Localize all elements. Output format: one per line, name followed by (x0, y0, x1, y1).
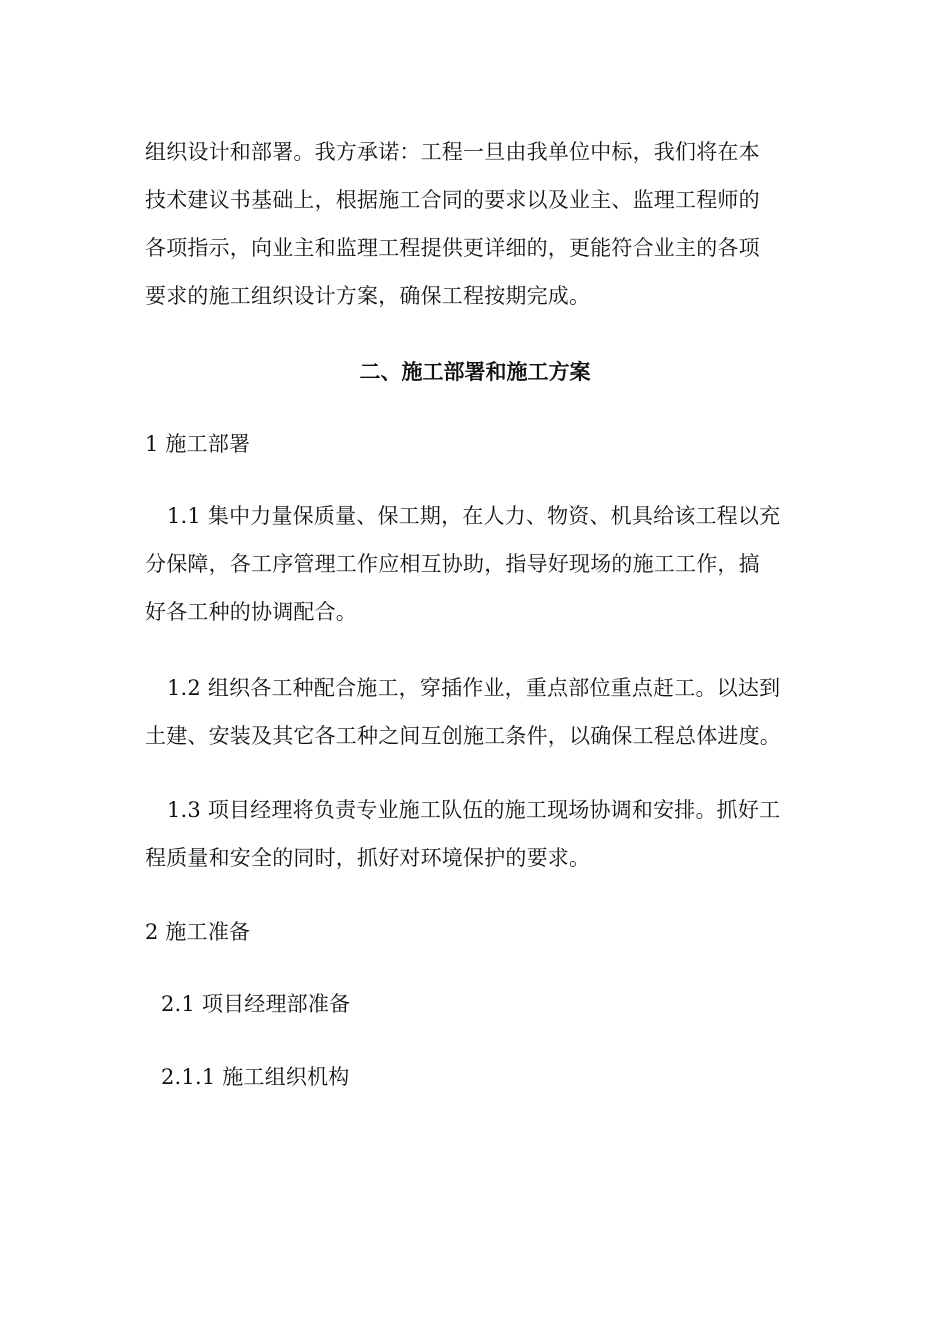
section-heading: 二、施工部署和施工方案 (359, 359, 591, 384)
item-1-2-line-1: 1.2 组织各工种配合施工，穿插作业，重点部位重点赶工。以达到 (167, 676, 781, 700)
item-1-1-line-2: 分保障，各工序管理工作应相互协助，指导好现场的施工工作，搞 (145, 552, 760, 576)
item-2-1-title (145, 980, 805, 1028)
item-2-1-1-title (145, 1053, 805, 1101)
item-1-3-paragraph (145, 786, 805, 882)
section-1-title-text: 1 施工部署 (145, 432, 251, 456)
item-1-1-paragraph (145, 492, 805, 636)
item-2-1-1-title-text: 2.1.1 施工组织机构 (161, 1065, 350, 1089)
section-2-title-text: 2 施工准备 (145, 920, 251, 944)
intro-line-2: 技术建议书基础上，根据施工合同的要求以及业主、监理工程师的 (145, 188, 760, 212)
item-1-3-line-2: 程质量和安全的同时，抓好对环境保护的要求。 (145, 846, 591, 870)
item-1-2-paragraph (145, 664, 805, 760)
section-2-title (145, 908, 805, 956)
intro-line-3: 各项指示，向业主和监理工程提供更详细的，更能符合业主的各项 (145, 236, 760, 260)
item-1-1-line-1: 1.1 集中力量保质量、保工期，在人力、物资、机具给该工程以充 (167, 504, 781, 528)
intro-line-4: 要求的施工组织设计方案，确保工程按期完成。 (145, 284, 591, 308)
item-1-3-line-1: 1.3 项目经理将负责专业施工队伍的施工现场协调和安排。抓好工 (167, 798, 781, 822)
intro-line-1: 组织设计和部署。我方承诺：工程一旦由我单位中标，我们将在本 (145, 140, 760, 164)
section-1-title (145, 420, 805, 468)
item-2-1-title-text: 2.1 项目经理部准备 (161, 992, 351, 1016)
intro-paragraph (145, 128, 805, 320)
item-1-1-line-3: 好各工种的协调配合。 (145, 600, 357, 624)
item-1-2-line-2: 土建、安装及其它各工种之间互创施工条件，以确保工程总体进度。 (145, 724, 781, 748)
